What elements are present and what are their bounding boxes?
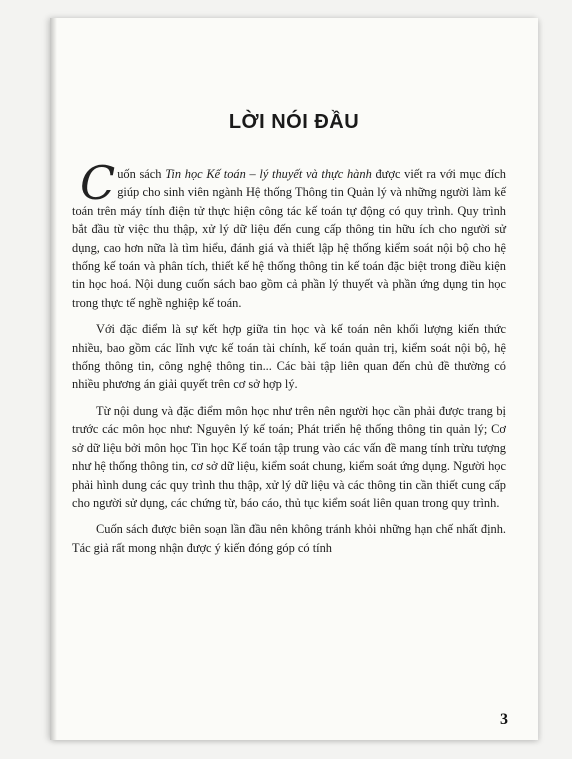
paragraph-1-start: uốn sách xyxy=(117,167,166,181)
preface-text xyxy=(72,156,506,565)
paragraph-1-rest: được viết ra với mục đích giúp cho sinh viên ngành Hệ thống Thông tin Quản lý và những người làm kế toán trên máy tính điện tử thực hiện công tác kế toán tự động có quy trình. Quy trình bắt đầu từ việc thu thập, xử lý dữ liệu đến cung cấp thông tin hữu ích cho người sử dụng, cao hơn nữa là tìm hiểu, đánh giá và thiết lập hệ thống kiểm soát nội bộ cho hệ thống kế toán và phân tích, thiết kế hệ thống thông tin kế toán đặc biệt trong điều kiện tin học hoá. Nội dung cuốn sách bao gồm cả phần lý thuyết và phần ứng dụng tin học trong thực tế nghề nghiệp kế toán. xyxy=(72,167,506,310)
page-binding-shadow xyxy=(50,18,57,740)
book-page xyxy=(50,18,538,740)
paragraph-2: Với đặc điểm là sự kết hợp giữa tin học và kế toán nên khối lượng kiến thức nhiều, bao gồm các lĩnh vực kế toán tài chính, kế toán quản trị, kiểm soát nội bộ, hệ thống thông tin, công nghệ thông tin... Các bài tập liên quan đến chủ đề thường có nhiều phương án giải quyết trên cơ sở hợp lý. xyxy=(72,322,506,392)
page-number: 3 xyxy=(500,711,508,728)
paragraph-1 xyxy=(72,156,506,312)
drop-cap: C xyxy=(80,156,116,210)
paragraph-4: Cuốn sách được biên soạn lần đầu nên không tránh khỏi những hạn chế nhất định. Tác giả rất mong nhận được ý kiến đóng góp có tính xyxy=(72,522,506,555)
paragraph-3: Từ nội dung và đặc điểm môn học như trên nên người học cần phải được trang bị trước các môn học như: Nguyên lý kế toán; Phát triển hệ thống thông tin quản lý; Cơ sở dữ liệu bởi môn học Tin học Kế toán tập trung vào các vấn đề mang tính trừu tượng như hệ thống thông tin, cơ sở dữ liệu, kiểm soát chung, kiểm soát ứng dụng. Người học phải hình dung các quy trình thu thập, xử lý dữ liệu và các thông tin cần thiết cung cấp cho người sử dụng, các chứng từ, báo cáo, thủ tục kiểm soát liên quan trong quy trình. xyxy=(72,403,506,510)
book-title: Tin học Kế toán – lý thuyết và thực hành xyxy=(165,167,372,181)
page-title: LỜI NÓI ĐẦU xyxy=(228,111,360,133)
